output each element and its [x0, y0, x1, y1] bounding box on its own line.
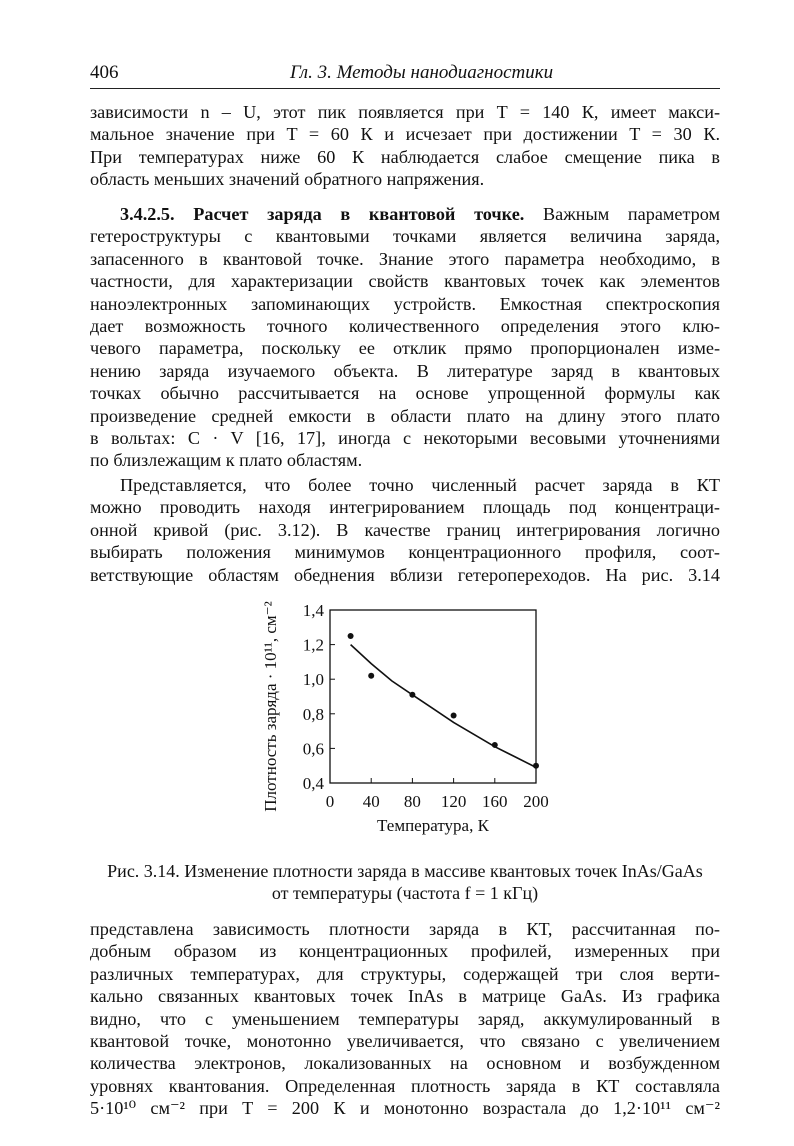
text-line: зависимости n – U, этот пик появляется при T = 140 К, имеет макси-: [90, 102, 720, 122]
text-line: уровнях квантования. Определенная плотность заряда в КТ составляла: [90, 1075, 720, 1096]
text-line: Представляется, что более точно численный расчет заряда в КТ: [120, 475, 720, 495]
text-line: добным образом из концентрационных профилей, измеренных при: [90, 941, 720, 962]
text-line: кально связанных квантовых точек InAs в матрице GaAs. Из графика: [90, 986, 720, 1007]
text-line: мальное значение при T = 60 К и исчезает при достижении T = 30 К.: [90, 124, 720, 145]
y-tick-label: 0,4: [302, 774, 324, 793]
y-tick-label: 1,0: [302, 670, 324, 690]
y-axis-label: Плотность заряда · 10¹¹, см⁻²: [261, 601, 280, 812]
text-line: по близлежащим к плато областям.: [90, 450, 363, 471]
data-point: [368, 673, 374, 679]
x-tick-label: 200: [523, 792, 549, 811]
text-line: количества электронов, локализованных на основном и возбужденном: [90, 1053, 720, 1074]
running-header: [90, 62, 720, 89]
text-line: гетероструктуры с квантовыми точками является величина заряда,: [90, 226, 720, 247]
y-tick-label: 0,6: [302, 739, 324, 759]
caption-line-2: от температуры (частота f = 1 кГц): [271, 883, 539, 903]
x-tick-label: 80: [403, 792, 421, 811]
x-axis-label: Температура, К: [377, 816, 489, 835]
text-line: произведение средней емкости в области плато на длину этого плато: [90, 405, 720, 426]
text-line: точках обычно рассчитывается на основе упрощенной формулы как: [90, 383, 720, 404]
running-title: Гл. 3. Методы нанодиагностики: [290, 62, 554, 83]
text-line: в вольтах: C · V [16, 17], иногда с некоторыми весовыми уточнениями: [90, 428, 720, 449]
y-tick-label: 1,2: [302, 635, 324, 655]
text-line: 5·10¹⁰ см⁻² при T = 200 К и монотонно возрастала до 1,2·10¹¹ см⁻²: [90, 1098, 720, 1119]
x-tick-label: 0: [325, 792, 335, 811]
section-heading: 3.4.2.5. Расчет заряда в квантовой точке.: [120, 204, 525, 224]
x-tick-label: 40: [362, 792, 380, 811]
paragraph-2: [90, 474, 720, 586]
text-line: представлена зависимость плотности заряда в КТ, рассчитанная по-: [90, 919, 720, 939]
text-line: наноэлектронных запоминающих устройств. Емкостная спектроскопия: [90, 293, 720, 314]
text-line: ветствующие областям обеднения вблизи гетеропереходов. На рис. 3.14: [90, 564, 720, 585]
text-line: можно проводить находя интегрированием площадь под концентраци-: [90, 497, 720, 518]
text-line: нению заряда изучаемого объекта. В литературе заряд в квантовых: [90, 360, 720, 381]
text-line: выбирать положения минимумов концентрационного профиля, соот-: [90, 542, 720, 563]
text-line: запасенного в квантовой точке. Знание этого параметра необходимо, в: [90, 248, 720, 269]
text-line: видно, что с уменьшением температуры заряд, аккумулированный в: [90, 1008, 720, 1029]
data-point: [348, 633, 354, 639]
page-number: 406: [90, 62, 119, 83]
y-tick-label: 0,8: [302, 704, 324, 724]
text-line: При температурах ниже 60 К наблюдается слабое смещение пика в: [90, 146, 720, 167]
section-first-line: [90, 203, 720, 225]
section-paragraph: [90, 203, 720, 472]
text-line: различных температурах, для структуры, содержащей три слоя верти-: [90, 963, 720, 984]
bottom-paragraph: [90, 918, 720, 1120]
text-line: дает возможность точного количественного определения этого клю-: [90, 316, 720, 337]
text-line: область меньших значений обратного напряжения.: [90, 169, 485, 190]
fit-curve: [351, 645, 536, 768]
section-first-line-rest: Важным параметром: [543, 204, 721, 224]
text-line: чевого параметра, поскольку ее отклик прямо пропорционален изме-: [90, 338, 720, 359]
text-line: квантовой точке, монотонно увеличивается, что связано с увеличением: [90, 1031, 720, 1052]
text-line: онной кривой (рис. 3.12). В качестве границ интегрирования логично: [90, 519, 720, 540]
top-paragraph: [90, 101, 720, 191]
x-tick-label: 160: [482, 792, 508, 811]
text-line: частности, для характеризации свойств квантовых точек как элементов: [90, 271, 720, 292]
figure-caption: [90, 860, 720, 904]
caption-line-1: Рис. 3.14. Изменение плотности заряда в массиве квантовых точек InAs/GaAs: [107, 861, 703, 881]
plot-frame: [330, 610, 536, 783]
data-point: [451, 713, 457, 719]
x-tick-label: 120: [440, 792, 467, 811]
figure-3-14-chart: [250, 592, 570, 852]
y-tick-label: 1,4: [302, 601, 324, 620]
